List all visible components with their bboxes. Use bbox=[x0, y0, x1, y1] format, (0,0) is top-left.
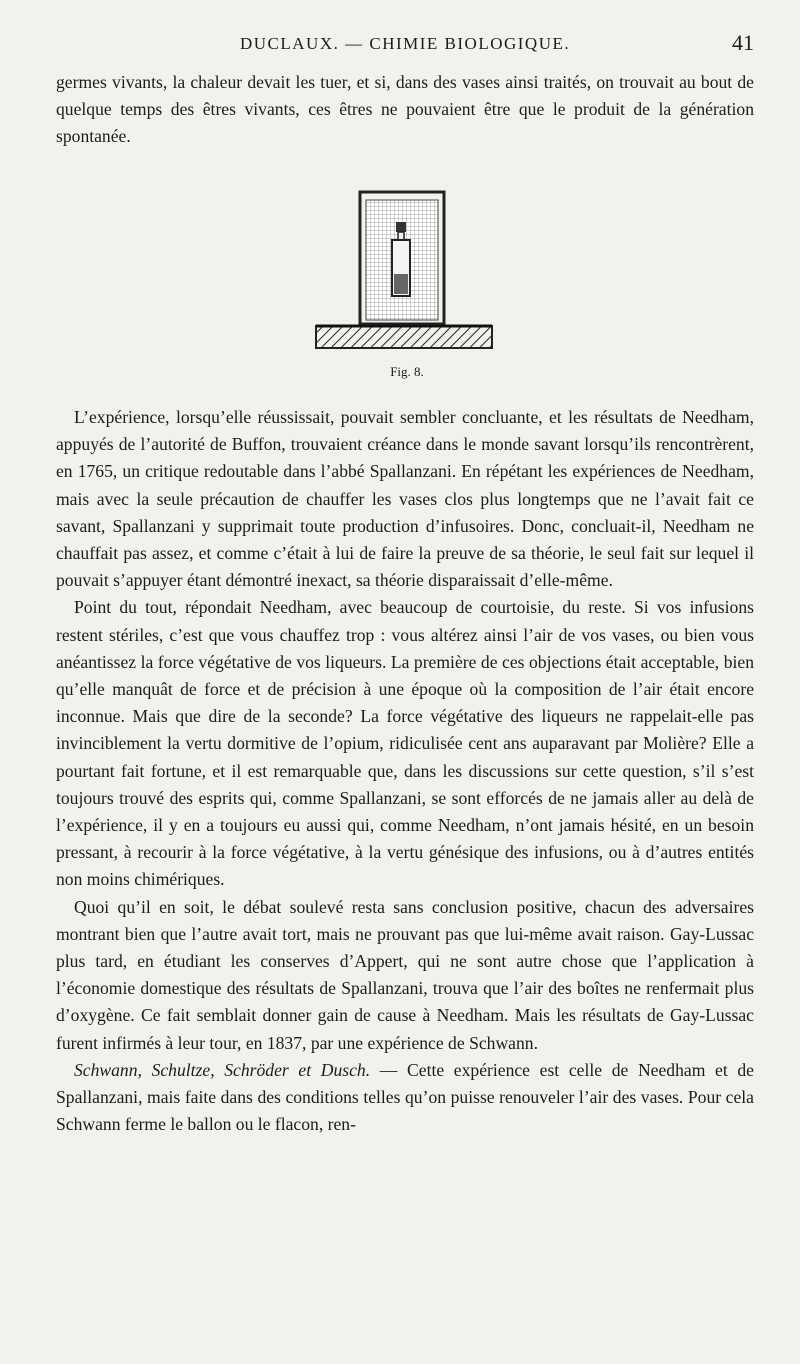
bottle-contents bbox=[394, 274, 408, 294]
running-head: DUCLAUX. — CHIMIE BIOLOGIQUE. bbox=[240, 34, 571, 53]
section-heading-inline: Schwann, Schultze, Schröder et Dusch. bbox=[74, 1059, 371, 1080]
paragraph: germes vivants, la chaleur devait les tuer, et si, dans des vases ainsi traités, on trouvait au bout de quelque temps des êtres vivants, ces êtres ne pouvaient être que le produit de la génération spontanée. bbox=[56, 72, 754, 147]
page-number: 41 bbox=[732, 30, 754, 55]
paragraph: Quoi qu’il en soit, le débat soulevé resta sans conclusion positive, chacun des adversaires montrant bien que l’autre avait tort, mais ne prouvant pas que lui-même avait raison. Gay-Lussac plus tard, en étudiant les conserves d’Appert, qui ne sont autre chose que l’application à l’économie domestique des résultats de Spallanzani, trouva que l’air des boîtes ne renfermait plus d’oxygène. Ce fait semblait donner gain de cause à Needham. Mais les résultats de Gay-Lussac furent infirmés à leur tour, en 1837, par une expérience de Schwann. bbox=[56, 896, 754, 1053]
paragraph bbox=[56, 1057, 754, 1139]
figure-caption: Fig. 8. bbox=[390, 364, 424, 379]
paragraph-text: — Cette expérience est celle de Needham et de Spallanzani, mais faite dans des conditions telles qu’on puisse renouveler l’air des vases. Pour cela Schwann ferme le ballon ou le flacon, ren- bbox=[56, 1059, 754, 1135]
main-text-block bbox=[56, 404, 754, 1138]
figure-8 bbox=[314, 186, 494, 386]
water-bath-illustration bbox=[314, 186, 494, 361]
bottle-stopper bbox=[396, 222, 406, 232]
table-base bbox=[316, 326, 492, 348]
intro-paragraph-block bbox=[56, 69, 754, 151]
paragraph: Point du tout, répondait Needham, avec beaucoup de courtoisie, du reste. Si vos infusions restent stériles, c’est que vous chauffez trop : vous altérez ainsi l’air de vos vases, ou bien vous anéantissez la force végétative de vos liqueurs. La première de ces objections était acceptable, bien qu’elle manquât de force et de précision à une époque où la composition de l’air était encore inconnue. Mais que dire de la seconde? La force végétative des liqueurs ne rappelait-elle pas invinciblement la vertu dormitive de l’opium, ridiculisée cent ans auparavant par Molière? Elle a pourtant fait fortune, et il est remarquable que, dans les discussions sur cette question, s’il s’est toujours trouvé des esprits qui, comme Spallanzani, se sont efforcés de ne jamais aller au delà de l’expérience, il y en a toujours eu aussi qui, comme Needham, n’ont jamais hésité, en un besoin pressant, à recourir à la force végétative, à la vertu génésique des infusions, ou à d’autres entités non moins chimériques. bbox=[56, 597, 754, 890]
bottle-neck bbox=[398, 232, 404, 240]
paragraph: L’expérience, lorsqu’elle réussissait, pouvait sembler concluante, et les résultats de Needham, appuyés de l’autorité de Buffon, trouvaient créance dans le monde savant lorsqu’ils rencontrèrent, en 1765, un critique redoutable dans l’abbé Spallanzani. En répétant les expériences de Needham, mais avec la seule précaution de chauffer les vases clos plus longtemps que ne l’avait fait ce savant, Spallanzani y supprimait toute production d’infusoires. Donc, concluait-il, Needham ne chauffait pas assez, et comme c’était à lui de faire la preuve de sa théorie, le seul fait sur lequel il pouvait s’appuyer étant démontré inexact, sa théorie disparaissait d’elle-même. bbox=[56, 407, 754, 591]
page-header bbox=[50, 30, 754, 60]
